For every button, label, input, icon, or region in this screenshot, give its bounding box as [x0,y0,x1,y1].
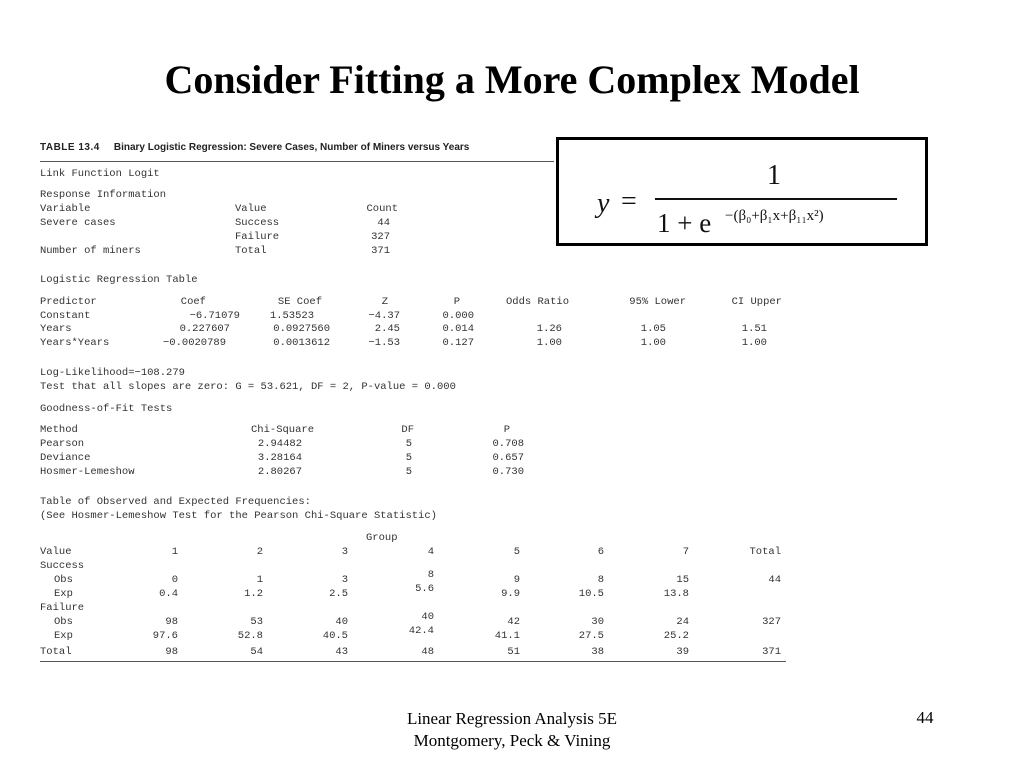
gof-row-method: Hosmer-Lemeshow [40,466,135,478]
logistic-header-coef: Coef [180,296,206,308]
logistic-header-predictor: Predictor [40,296,97,308]
link-function-line: Link Function Logit [40,168,160,180]
gof-header-p: P [503,424,510,436]
success-obs-cell: 9 [513,574,520,586]
response-variable: Number of miners [40,245,141,257]
freq-heading-1: Table of Observed and Expected Frequencies: [40,496,311,508]
success-obs-cell: 8 [427,569,434,581]
logistic-header-z: Z [381,296,388,308]
formula-numerator: 1 [767,160,781,191]
logistic-row-se-coef: 0.0927560 [273,323,330,335]
failure-obs-label: Obs [54,616,73,628]
logistic-row-p: 0.014 [442,323,474,335]
logistic-header-se-coef: SE Coef [277,296,322,308]
gof-row-df: 5 [405,438,412,450]
total-row-cell: 98 [165,646,178,658]
total-row-cell: 48 [421,646,434,658]
logistic-header-ci-upper: CI Upper [731,296,782,308]
group-label: Group [366,532,398,544]
success-obs-label: Obs [54,574,73,586]
response-info-heading: Response Information [40,189,167,201]
logistic-row-ci-lower: 1.05 [640,323,666,335]
response-value: Failure [235,231,280,243]
logistic-row-coef: −6.71079 [189,310,240,322]
logistic-header-odds-ratio: Odds Ratio [505,296,569,308]
formula-denominator: 1 + e [657,208,712,238]
freq-header-cell: 2 [256,546,263,558]
logistic-row-odds-ratio: 1.00 [536,337,562,349]
logistic-row-predictor: Constant [40,310,91,322]
failure-obs-cell: 327 [762,616,781,628]
response-count: 327 [371,231,390,243]
freq-header-cell: 5 [513,546,520,558]
gof-row-p: 0.657 [492,452,524,464]
failure-exp-cell: 40.5 [322,630,348,642]
gof-row-df: 5 [405,466,412,478]
total-row-label: Total [40,646,72,658]
total-row-cell: 39 [676,646,689,658]
logistic-formula [559,140,925,243]
success-exp-label: Exp [54,588,73,600]
gof-row-df: 5 [405,452,412,464]
response-count: 44 [377,217,390,229]
response-value: Success [235,217,280,229]
freq-header-cell: 6 [597,546,604,558]
success-exp-cell: 13.8 [663,588,689,600]
response-header-variable: Variable [40,203,91,215]
freq-header-cell: Total [749,546,781,558]
freq-header-cell: 4 [427,546,434,558]
success-obs-cell: 15 [676,574,689,586]
logistic-row-z: −4.37 [368,310,400,322]
failure-obs-cell: 98 [165,616,178,628]
failure-obs-cell: 53 [250,616,263,628]
response-value: Total [235,245,267,257]
logistic-row-z: 2.45 [374,323,400,335]
failure-exp-cell: 27.5 [578,630,604,642]
logistic-row-z: −1.53 [368,337,400,349]
success-obs-cell: 1 [256,574,263,586]
gof-heading: Goodness-of-Fit Tests [40,403,173,415]
response-variable: Severe cases [40,217,116,229]
slide-title: Consider Fitting a More Complex Model [164,57,860,102]
response-count: 371 [371,245,390,257]
logistic-row-coef: 0.227607 [179,323,230,335]
formula-exponent: −(β₀+β₁x+β₁₁x²) [725,208,824,224]
logistic-row-ci-lower: 1.00 [640,337,666,349]
gof-row-p: 0.708 [492,438,524,450]
logistic-header-ci-lower: 95% Lower [629,296,686,308]
logistic-row-coef: −0.0020789 [162,337,226,349]
caption-divider [40,161,554,162]
table-caption-id: TABLE 13.4 [40,142,100,153]
success-exp-cell: 0.4 [159,588,178,600]
footer-line-2: Montgomery, Peck & Vining [413,731,611,750]
failure-label: Failure [40,602,85,614]
success-obs-cell: 44 [768,574,781,586]
success-exp-cell: 9.9 [501,588,520,600]
failure-exp-cell: 97.6 [152,630,178,642]
logistic-row-se-coef: 1.53523 [269,310,314,322]
table-caption-text: Binary Logistic Regression: Severe Cases, Number of Miners versus Years [113,142,470,153]
failure-exp-cell: 52.8 [237,630,263,642]
success-obs-cell: 8 [597,574,604,586]
failure-exp-label: Exp [54,630,73,642]
log-likelihood-line: Log-Likelihood=−108.279 [40,367,185,379]
failure-exp-cell: 41.1 [494,630,520,642]
gof-row-chi-square: 2.94482 [257,438,302,450]
gof-row-method: Deviance [40,452,91,464]
gof-header-method: Method [40,424,78,436]
failure-obs-cell: 30 [591,616,604,628]
page-number: 44 [916,708,934,727]
freq-header-cell: 7 [682,546,689,558]
logistic-row-ci-upper: 1.51 [741,323,767,335]
freq-header-label: Value [40,546,72,558]
logistic-row-predictor: Years*Years [40,337,110,349]
success-obs-cell: 3 [341,574,348,586]
success-exp-cell: 5.6 [415,583,434,595]
failure-obs-cell: 24 [676,616,689,628]
logistic-row-p: 0.127 [442,337,474,349]
success-label: Success [40,560,85,572]
gof-row-chi-square: 2.80267 [257,466,302,478]
freq-header-cell: 1 [171,546,178,558]
logistic-row-se-coef: 0.0013612 [273,337,330,349]
total-row-cell: 54 [250,646,263,658]
total-row-cell: 371 [762,646,781,658]
failure-exp-cell: 25.2 [663,630,689,642]
success-exp-cell: 1.2 [244,588,263,600]
total-row-cell: 43 [335,646,348,658]
slide-footer [362,708,662,752]
gof-header-chi-square: Chi-Square [250,424,314,436]
logistic-table-heading: Logistic Regression Table [40,274,198,286]
freq-heading-2: (See Hosmer-Lemeshow Test for the Pearson Chi-Square Statistic) [40,510,437,522]
failure-exp-cell: 42.4 [408,625,434,637]
formula-lhs: y [597,188,610,219]
slopes-test-line: Test that all slopes are zero: G = 53.621, DF = 2, P-value = 0.000 [40,381,456,393]
total-row-cell: 38 [591,646,604,658]
failure-obs-cell: 40 [421,611,434,623]
gof-row-p: 0.730 [492,466,524,478]
response-header-count: Count [366,203,398,215]
failure-obs-cell: 42 [507,616,520,628]
logistic-formula-box [556,137,928,246]
table-bottom-divider [40,661,786,662]
logistic-row-ci-upper: 1.00 [741,337,767,349]
failure-obs-cell: 40 [335,616,348,628]
formula-equals: = [621,186,637,217]
response-header-value: Value [235,203,267,215]
total-row-cell: 51 [507,646,520,658]
success-exp-cell: 10.5 [578,588,604,600]
freq-header-cell: 3 [341,546,348,558]
footer-line-1: Linear Regression Analysis 5E [406,709,618,728]
success-exp-cell: 2.5 [329,588,348,600]
gof-row-chi-square: 3.28164 [257,452,302,464]
gof-header-df: DF [401,424,414,436]
gof-row-method: Pearson [40,438,85,450]
logistic-row-odds-ratio: 1.26 [536,323,562,335]
logistic-row-predictor: Years [40,323,72,335]
logistic-header-p: P [453,296,460,308]
success-obs-cell: 0 [171,574,178,586]
logistic-row-p: 0.000 [442,310,474,322]
